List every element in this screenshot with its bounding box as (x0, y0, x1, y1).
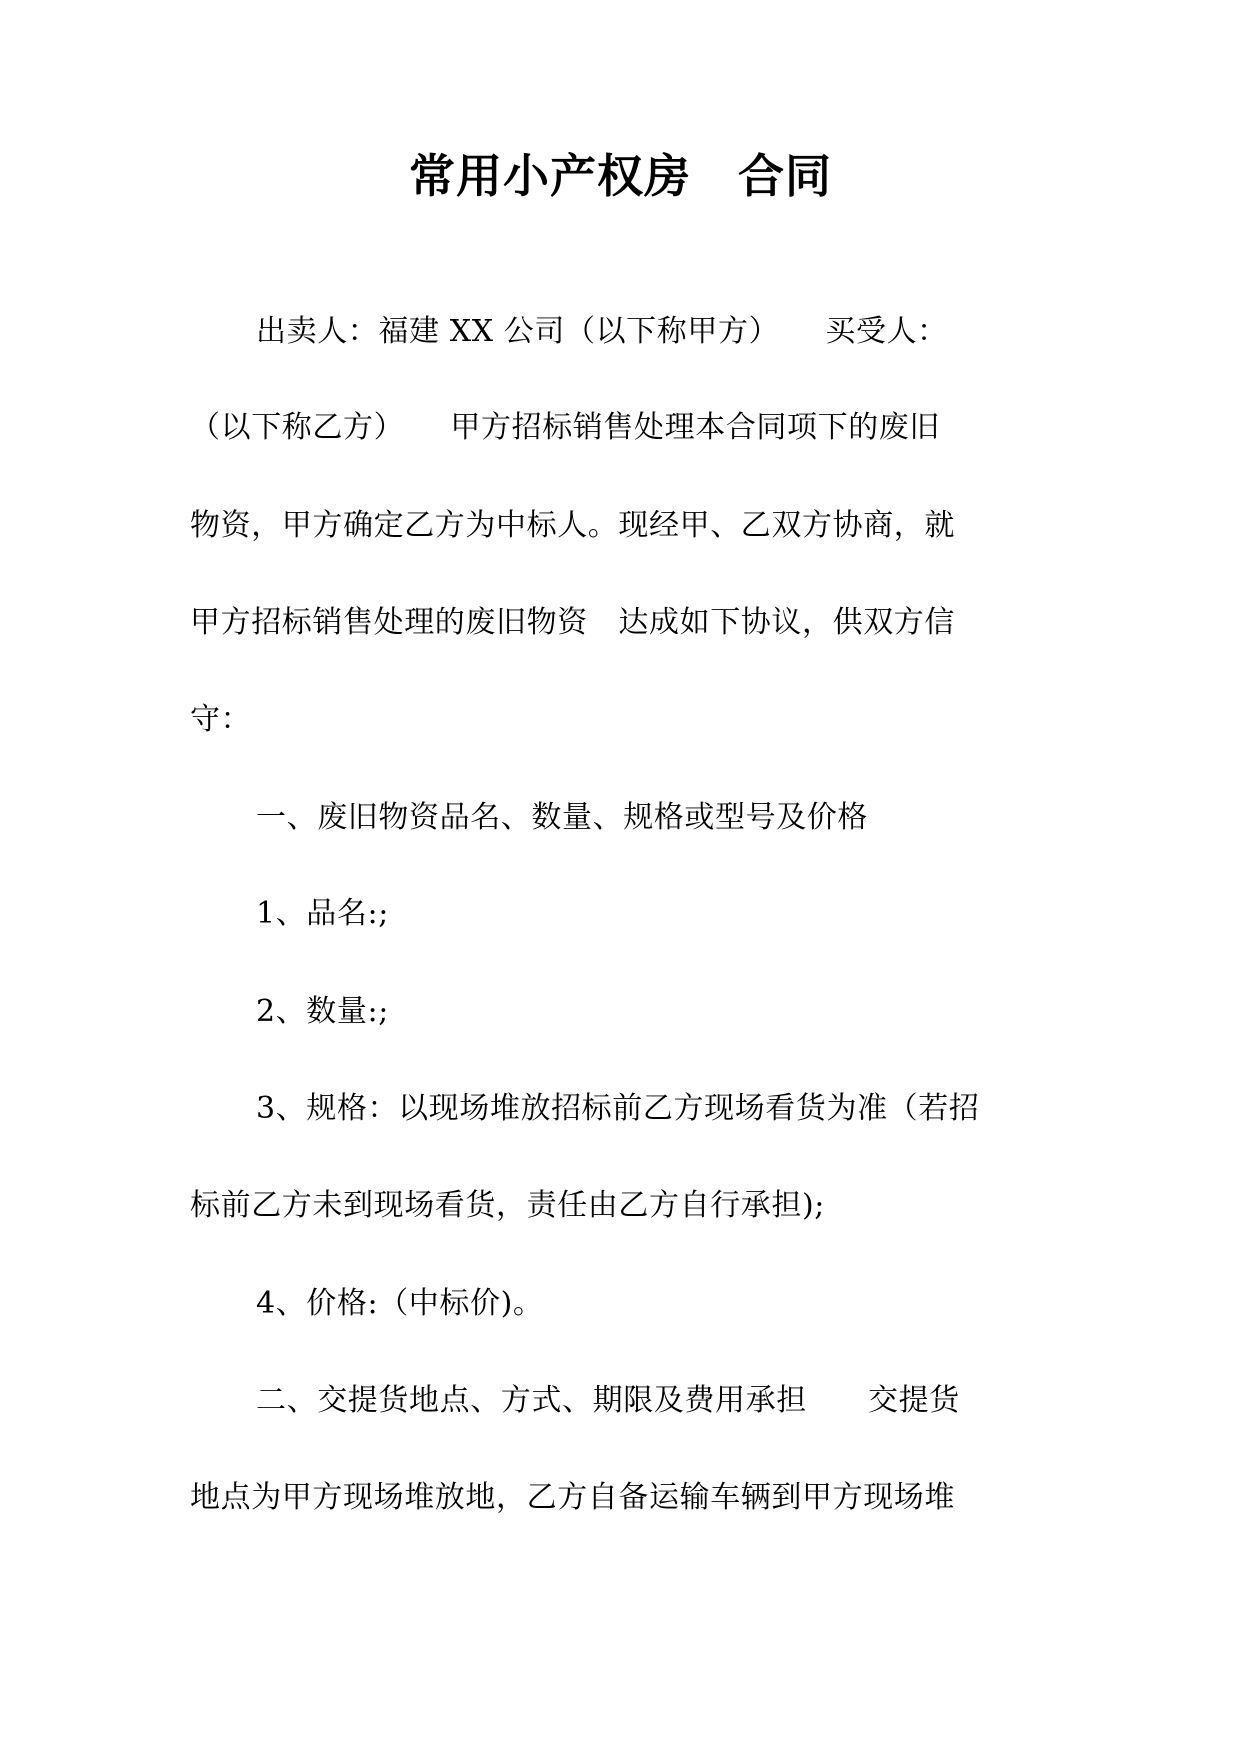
body-line: 守： (190, 702, 252, 737)
section-heading: 二、交提货地点、方式、期限及费用承担 交提货 (256, 1383, 960, 1418)
body-line: 2、数量:; (256, 994, 389, 1029)
body-line: 标前乙方未到现场看货，责任由乙方自行承担); (190, 1188, 826, 1223)
body-line: 3、规格：以现场堆放招标前乙方现场看货为准（若招 (256, 1091, 980, 1126)
section-heading: 一、废旧物资品名、数量、规格或型号及价格 (256, 800, 868, 835)
body-line: 4、价格:（中标价)。 (256, 1286, 544, 1321)
body-line: 1、品名:; (256, 896, 389, 931)
body-line: 甲方招标销售处理的废旧物资 达成如下协议，供双方信 (190, 605, 955, 640)
body-line: （以下称乙方） 甲方招标销售处理本合同项下的废旧 (190, 410, 940, 445)
body-line: 物资，甲方确定乙方为中标人。现经甲、乙双方协商，就 (190, 508, 955, 543)
body-line: 地点为甲方现场堆放地，乙方自备运输车辆到甲方现场堆 (190, 1480, 955, 1515)
document-title: 常用小产权房 合同 (409, 149, 832, 203)
body-line: 出卖人：福建 XX 公司（以下称甲方） 买受人： (256, 314, 948, 349)
